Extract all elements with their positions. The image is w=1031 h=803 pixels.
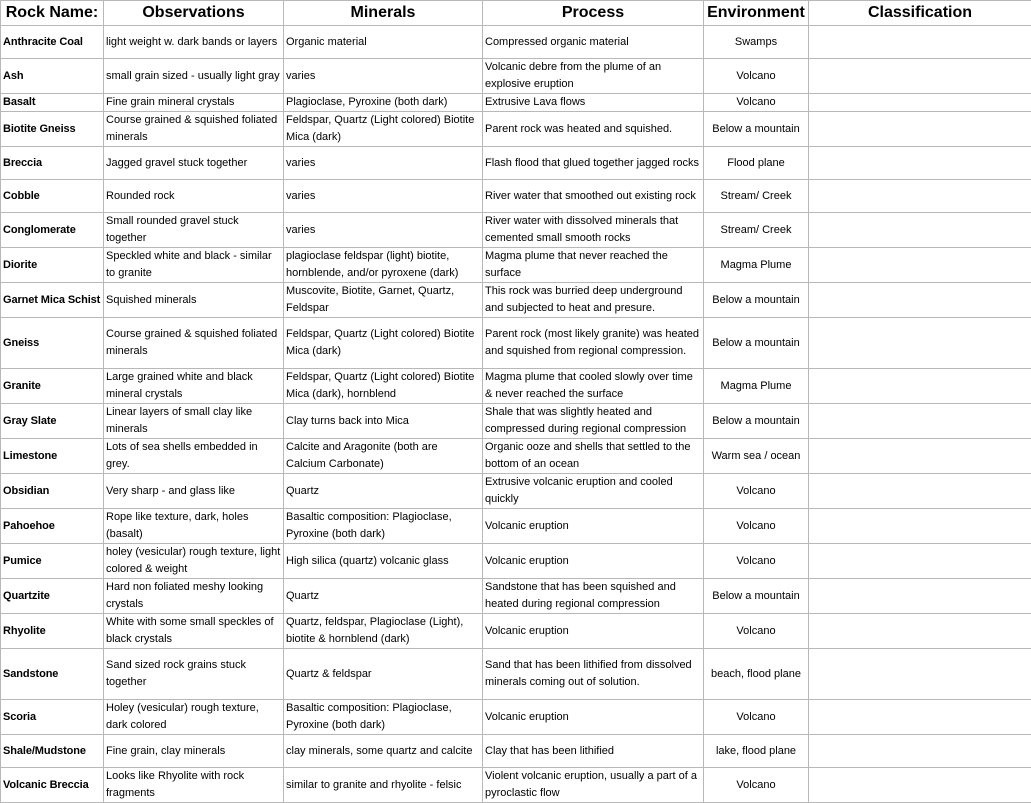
table-row xyxy=(1,404,1031,439)
table-row xyxy=(1,649,1031,700)
table-row xyxy=(1,700,1031,735)
process-cell: Volcanic eruption xyxy=(483,700,704,735)
minerals-cell: varies xyxy=(284,147,483,180)
process-cell: Shale that was slightly heated and compressed during regional compression xyxy=(483,404,704,439)
observations-cell: Course grained & squished foliated minerals xyxy=(104,318,284,369)
minerals-cell: High silica (quartz) volcanic glass xyxy=(284,544,483,579)
classification-cell[interactable] xyxy=(809,474,1031,509)
classification-cell[interactable] xyxy=(809,509,1031,544)
environment-cell: Flood plane xyxy=(704,147,809,180)
table-row xyxy=(1,509,1031,544)
rock-name-cell: Anthracite Coal xyxy=(1,26,104,59)
table-row xyxy=(1,474,1031,509)
rock-name-cell: Sandstone xyxy=(1,649,104,700)
rock-name-cell: Scoria xyxy=(1,700,104,735)
process-cell: Clay that has been lithified xyxy=(483,735,704,768)
classification-cell[interactable] xyxy=(809,768,1031,803)
observations-cell: Sand sized rock grains stuck together xyxy=(104,649,284,700)
classification-cell[interactable] xyxy=(809,735,1031,768)
table-row xyxy=(1,614,1031,649)
observations-cell: small grain sized - usually light gray xyxy=(104,59,284,94)
rock-name-cell: Volcanic Breccia xyxy=(1,768,104,803)
observations-cell: White with some small speckles of black crystals xyxy=(104,614,284,649)
classification-cell[interactable] xyxy=(809,94,1031,112)
minerals-cell: plagioclase feldspar (light) biotite, hornblende, and/or pyroxene (dark) xyxy=(284,248,483,283)
table-row xyxy=(1,59,1031,94)
process-cell: Volcanic eruption xyxy=(483,614,704,649)
observations-cell: Fine grain mineral crystals xyxy=(104,94,284,112)
minerals-cell: Quartz & feldspar xyxy=(284,649,483,700)
process-cell: This rock was burried deep underground and subjected to heat and presure. xyxy=(483,283,704,318)
table-row xyxy=(1,735,1031,768)
environment-cell: Volcano xyxy=(704,544,809,579)
observations-cell: Speckled white and black - similar to granite xyxy=(104,248,284,283)
observations-cell: Holey (vesicular) rough texture, dark colored xyxy=(104,700,284,735)
environment-cell: Below a mountain xyxy=(704,404,809,439)
table-row xyxy=(1,579,1031,614)
classification-cell[interactable] xyxy=(809,544,1031,579)
header-environment: Environment xyxy=(704,1,809,26)
environment-cell: Volcano xyxy=(704,700,809,735)
environment-cell: Volcano xyxy=(704,474,809,509)
observations-cell: Very sharp - and glass like xyxy=(104,474,284,509)
rock-name-cell: Shale/Mudstone xyxy=(1,735,104,768)
minerals-cell: Feldspar, Quartz (Light colored) Biotite Mica (dark) xyxy=(284,318,483,369)
environment-cell: Stream/ Creek xyxy=(704,213,809,248)
classification-cell[interactable] xyxy=(809,700,1031,735)
process-cell: Parent rock (most likely granite) was heated and squished from regional compression. xyxy=(483,318,704,369)
minerals-cell: Quartz xyxy=(284,579,483,614)
minerals-cell: Basaltic composition: Plagioclase, Pyroxine (both dark) xyxy=(284,700,483,735)
header-classification: Classification xyxy=(809,1,1031,26)
minerals-cell: Calcite and Aragonite (both are Calcium Carbonate) xyxy=(284,439,483,474)
classification-cell[interactable] xyxy=(809,404,1031,439)
rock-name-cell: Rhyolite xyxy=(1,614,104,649)
process-cell: Sand that has been lithified from dissolved minerals coming out of solution. xyxy=(483,649,704,700)
environment-cell: lake, flood plane xyxy=(704,735,809,768)
environment-cell: Volcano xyxy=(704,94,809,112)
rock-name-cell: Limestone xyxy=(1,439,104,474)
process-cell: Compressed organic material xyxy=(483,26,704,59)
classification-cell[interactable] xyxy=(809,614,1031,649)
minerals-cell: Muscovite, Biotite, Garnet, Quartz, Feldspar xyxy=(284,283,483,318)
classification-cell[interactable] xyxy=(809,439,1031,474)
observations-cell: Jagged gravel stuck together xyxy=(104,147,284,180)
rock-name-cell: Ash xyxy=(1,59,104,94)
environment-cell: Volcano xyxy=(704,509,809,544)
classification-cell[interactable] xyxy=(809,147,1031,180)
table-row xyxy=(1,180,1031,213)
rock-name-cell: Gneiss xyxy=(1,318,104,369)
observations-cell: Squished minerals xyxy=(104,283,284,318)
classification-cell[interactable] xyxy=(809,248,1031,283)
process-cell: Extrusive Lava flows xyxy=(483,94,704,112)
minerals-cell: Plagioclase, Pyroxine (both dark) xyxy=(284,94,483,112)
header-observations: Observations xyxy=(104,1,284,26)
header-rock-name: Rock Name: xyxy=(1,1,104,26)
process-cell: Sandstone that has been squished and heated during regional compression xyxy=(483,579,704,614)
process-cell: Parent rock was heated and squished. xyxy=(483,112,704,147)
process-cell: Magma plume that never reached the surface xyxy=(483,248,704,283)
observations-cell: Course grained & squished foliated minerals xyxy=(104,112,284,147)
environment-cell: Magma Plume xyxy=(704,369,809,404)
rock-name-cell: Pumice xyxy=(1,544,104,579)
observations-cell: holey (vesicular) rough texture, light colored & weight xyxy=(104,544,284,579)
table-row xyxy=(1,318,1031,369)
rock-name-cell: Basalt xyxy=(1,94,104,112)
environment-cell: Volcano xyxy=(704,768,809,803)
environment-cell: Volcano xyxy=(704,59,809,94)
environment-cell: Below a mountain xyxy=(704,318,809,369)
rock-name-cell: Conglomerate xyxy=(1,213,104,248)
classification-cell[interactable] xyxy=(809,26,1031,59)
rock-name-cell: Pahoehoe xyxy=(1,509,104,544)
rock-name-cell: Diorite xyxy=(1,248,104,283)
header-row xyxy=(1,1,1031,26)
table-row xyxy=(1,94,1031,112)
environment-cell: Swamps xyxy=(704,26,809,59)
minerals-cell: similar to granite and rhyolite - felsic xyxy=(284,768,483,803)
rock-name-cell: Quartzite xyxy=(1,579,104,614)
observations-cell: Hard non foliated meshy looking crystals xyxy=(104,579,284,614)
process-cell: Magma plume that cooled slowly over time & never reached the surface xyxy=(483,369,704,404)
environment-cell: Warm sea / ocean xyxy=(704,439,809,474)
environment-cell: Below a mountain xyxy=(704,283,809,318)
minerals-cell: Quartz, feldspar, Plagioclase (Light), biotite & hornblend (dark) xyxy=(284,614,483,649)
minerals-cell: Quartz xyxy=(284,474,483,509)
minerals-cell: Organic material xyxy=(284,26,483,59)
environment-cell: Stream/ Creek xyxy=(704,180,809,213)
observations-cell: Linear layers of small clay like minerals xyxy=(104,404,284,439)
minerals-cell: varies xyxy=(284,213,483,248)
classification-cell[interactable] xyxy=(809,180,1031,213)
process-cell: River water with dissolved minerals that cemented small smooth rocks xyxy=(483,213,704,248)
observations-cell: Rope like texture, dark, holes (basalt) xyxy=(104,509,284,544)
observations-cell: Fine grain, clay minerals xyxy=(104,735,284,768)
rock-name-cell: Garnet Mica Schist xyxy=(1,283,104,318)
minerals-cell: varies xyxy=(284,59,483,94)
rock-name-cell: Obsidian xyxy=(1,474,104,509)
table-row xyxy=(1,112,1031,147)
process-cell: Volcanic eruption xyxy=(483,544,704,579)
process-cell: Violent volcanic eruption, usually a part of a pyroclastic flow xyxy=(483,768,704,803)
minerals-cell: clay minerals, some quartz and calcite xyxy=(284,735,483,768)
environment-cell: Below a mountain xyxy=(704,579,809,614)
environment-cell: Magma Plume xyxy=(704,248,809,283)
classification-cell[interactable] xyxy=(809,59,1031,94)
observations-cell: Large grained white and black mineral crystals xyxy=(104,369,284,404)
rock-name-cell: Gray Slate xyxy=(1,404,104,439)
environment-cell: Below a mountain xyxy=(704,112,809,147)
rock-name-cell: Granite xyxy=(1,369,104,404)
table-row xyxy=(1,248,1031,283)
environment-cell: beach, flood plane xyxy=(704,649,809,700)
table-row xyxy=(1,283,1031,318)
table-row xyxy=(1,147,1031,180)
classification-cell[interactable] xyxy=(809,213,1031,248)
process-cell: Extrusive volcanic eruption and cooled quickly xyxy=(483,474,704,509)
table-row xyxy=(1,26,1031,59)
process-cell: Volcanic debre from the plume of an explosive eruption xyxy=(483,59,704,94)
rock-name-cell: Cobble xyxy=(1,180,104,213)
classification-cell[interactable] xyxy=(809,112,1031,147)
header-minerals: Minerals xyxy=(284,1,483,26)
process-cell: Flash flood that glued together jagged rocks xyxy=(483,147,704,180)
observations-cell: Small rounded gravel stuck together xyxy=(104,213,284,248)
observations-cell: Looks like Rhyolite with rock fragments xyxy=(104,768,284,803)
observations-cell: light weight w. dark bands or layers xyxy=(104,26,284,59)
classification-cell[interactable] xyxy=(809,369,1031,404)
minerals-cell: Basaltic composition: Plagioclase, Pyroxine (both dark) xyxy=(284,509,483,544)
minerals-cell: Feldspar, Quartz (Light colored) Biotite Mica (dark), hornblend xyxy=(284,369,483,404)
process-cell: Volcanic eruption xyxy=(483,509,704,544)
process-cell: Organic ooze and shells that settled to the bottom of an ocean xyxy=(483,439,704,474)
classification-cell[interactable] xyxy=(809,579,1031,614)
table-row xyxy=(1,213,1031,248)
observations-cell: Lots of sea shells embedded in grey. xyxy=(104,439,284,474)
header-process: Process xyxy=(483,1,704,26)
classification-cell[interactable] xyxy=(809,283,1031,318)
minerals-cell: Feldspar, Quartz (Light colored) Biotite Mica (dark) xyxy=(284,112,483,147)
table-row xyxy=(1,439,1031,474)
rock-name-cell: Biotite Gneiss xyxy=(1,112,104,147)
minerals-cell: varies xyxy=(284,180,483,213)
classification-cell[interactable] xyxy=(809,649,1031,700)
process-cell: River water that smoothed out existing rock xyxy=(483,180,704,213)
rock-name-cell: Breccia xyxy=(1,147,104,180)
classification-cell[interactable] xyxy=(809,318,1031,369)
table-row xyxy=(1,544,1031,579)
table-row xyxy=(1,369,1031,404)
minerals-cell: Clay turns back into Mica xyxy=(284,404,483,439)
table-row xyxy=(1,768,1031,803)
observations-cell: Rounded rock xyxy=(104,180,284,213)
environment-cell: Volcano xyxy=(704,614,809,649)
